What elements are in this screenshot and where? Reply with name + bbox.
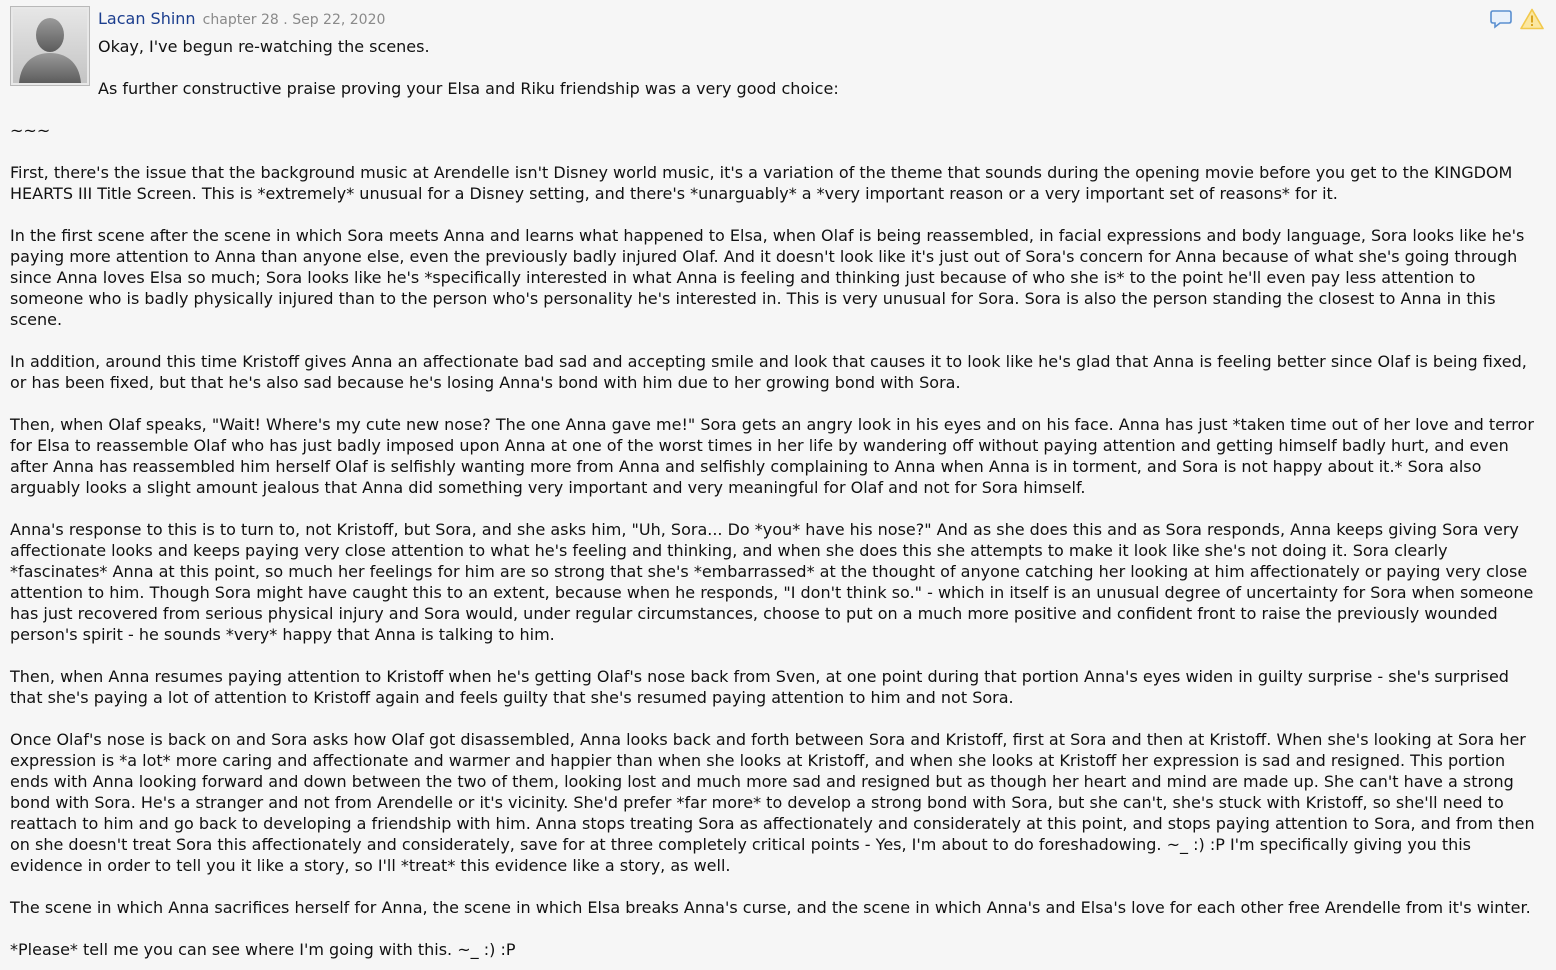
review-paragraph: Okay, I've begun re-watching the scenes. <box>98 37 430 56</box>
chapter-label: chapter 28 <box>202 12 279 28</box>
review-meta <box>98 8 1538 30</box>
review-paragraph: Anna's response to this is to turn to, not Kristoff, but Sora, and she asks him, "Uh, Sora... Do *you* have his nose?" And as she does this and as Sora responds, Anna keeps giving Sora very affectionate looks and keeps paying very close attention to what he's feeling and thinking, and when she does this she attempts to make it look like she's not doing it. Sora clearly *fascinates* Anna at this point, so much her feelings for him are so strong that she's *embarrassed* at the thought of anyone catching her looking at him affectionately or paying very close attention to him. Though Sora might have caught this to an extent, because when he responds, "I don't think so." - which in itself is an unusual degree of uncertainty for Sora when someone has just recovered from serious physical injury and Sora would, under regular circumstances, choose to put on a much more positive and confident front to raise the previously wounded person's spirit - he sounds *very* happy that Anna is talking to him. <box>10 520 1534 644</box>
review-paragraph: *Please* tell me you can see where I'm going with this. ~_ :) :P <box>10 940 516 959</box>
warning-triangle-icon[interactable] <box>1520 8 1544 34</box>
avatar[interactable] <box>10 6 90 86</box>
review-paragraph: The scene in which Anna sacrifices herself for Anna, the scene in which Elsa breaks Anna's curse, and the scene in which Anna's and Elsa's love for each other free Arendelle from it's winter. <box>10 898 1531 917</box>
review-header <box>98 0 1538 99</box>
review-paragraph: Then, when Anna resumes paying attention to Kristoff when he's getting Olaf's nose back from Sven, at one point during that portion Anna's eyes widen in guilty surprise - she's surprised that she's paying a lot of attention to Kristoff again and feels guilty that she's resumed paying attention to him and not Sora. <box>10 667 1509 707</box>
review-separator-text: ~~~ <box>10 121 51 140</box>
default-user-silhouette-icon <box>13 9 87 83</box>
review-paragraph: Once Olaf's nose is back on and Sora asks how Olaf got disassembled, Anna looks back and forth between Sora and Kristoff, first at Sora and then at Kristoff. When she's looking at Sora her expression is *a lot* more caring and affectionate and warmer and happier than when she looks at Kristoff, and when she looks at Kristoff her expression is sad and resigned. This portion ends with Anna looking forward and down between the two of them, looking lost and much more sad and resigned but as though her heart and mind are made up. She can't have a strong bond with Sora. He's a stranger and not from Arendelle or it's vicinity. She'd prefer *far more* to develop a strong bond with Sora, but she can't, she's stuck with Kristoff, so she'll need to reattach to him and go back to developing a friendship with him. Anna stops treating Sora as affectionately and considerately at this point, and stops paying attention to Sora, and from then on she doesn't treat Sora this affectionately and considerately, save for at three completely critical points - Yes, I'm about to do foreshadowing. ~_ :) :P I'm specifically giving you this evidence in order to tell you it like a story, so I'll *treat* this evidence like a story, as well. <box>10 730 1535 875</box>
review-paragraph: As further constructive praise proving your Elsa and Riku friendship was a very good choice: <box>98 79 839 98</box>
review-body <box>10 99 1538 960</box>
review-date: Sep 22, 2020 <box>292 12 386 28</box>
review-chapter-date <box>203 12 386 28</box>
review-paragraph: In the first scene after the scene in which Sora meets Anna and learns what happened to Elsa, when Olaf is being reassembled, in facial expressions and body language, Sora looks like he's paying more attention to Anna than anyone else, even the previously badly injured Olaf. And it doesn't look like it's just out of Sora's concern for Anna because of what she's going through since Anna loves Elsa so much; Sora looks like he's *specifically interested in what Anna is feeling and thinking just because of who she is* to the point he'll even pay less attention to someone who is badly physically injured than to the person who's personality he's interested in. This is very unusual for Sora. Sora is also the person standing the closest to Anna in this scene. <box>10 226 1525 329</box>
review-actions <box>1490 8 1544 34</box>
author-link[interactable]: Lacan Shinn <box>98 9 196 28</box>
review-paragraph: First, there's the issue that the background music at Arendelle isn't Disney world music, it's a variation of the theme that sounds during the opening movie before you get to the KINGDOM HEARTS III Title Screen. This is *extremely* unusual for a Disney setting, and there's *unarguably* a *very important reason or a very important set of reasons* for it. <box>10 163 1513 203</box>
review-paragraph: Then, when Olaf speaks, "Wait! Where's my cute new nose? The one Anna gave me!" Sora gets an angry look in his eyes and on his face. Anna has just *taken time out of her love and terror for Elsa to reassemble Olaf who has just badly imposed upon Anna at one of the worst times in her life by wandering off without paying attention and getting himself badly hurt, and even after Anna has reassembled him herself Olaf is selfishly wanting more from Anna and selfishly complaining to Anna when Anna is in torment, and Sora is not happy about it.* Sora also arguably looks a slight amount jealous that Anna did something very important and very meaningful for Olaf and not for Sora himself. <box>10 415 1534 497</box>
review-paragraph: In addition, around this time Kristoff gives Anna an affectionate bad sad and accepting smile and look that causes it to look like he's glad that Anna is feeling better since Olaf is being fixed, or has been fixed, but that he's also sad because he's losing Anna's bond with him due to her growing bond with Sora. <box>10 352 1527 392</box>
meta-separator: . <box>283 12 288 28</box>
reply-bubble-icon[interactable] <box>1490 9 1512 33</box>
